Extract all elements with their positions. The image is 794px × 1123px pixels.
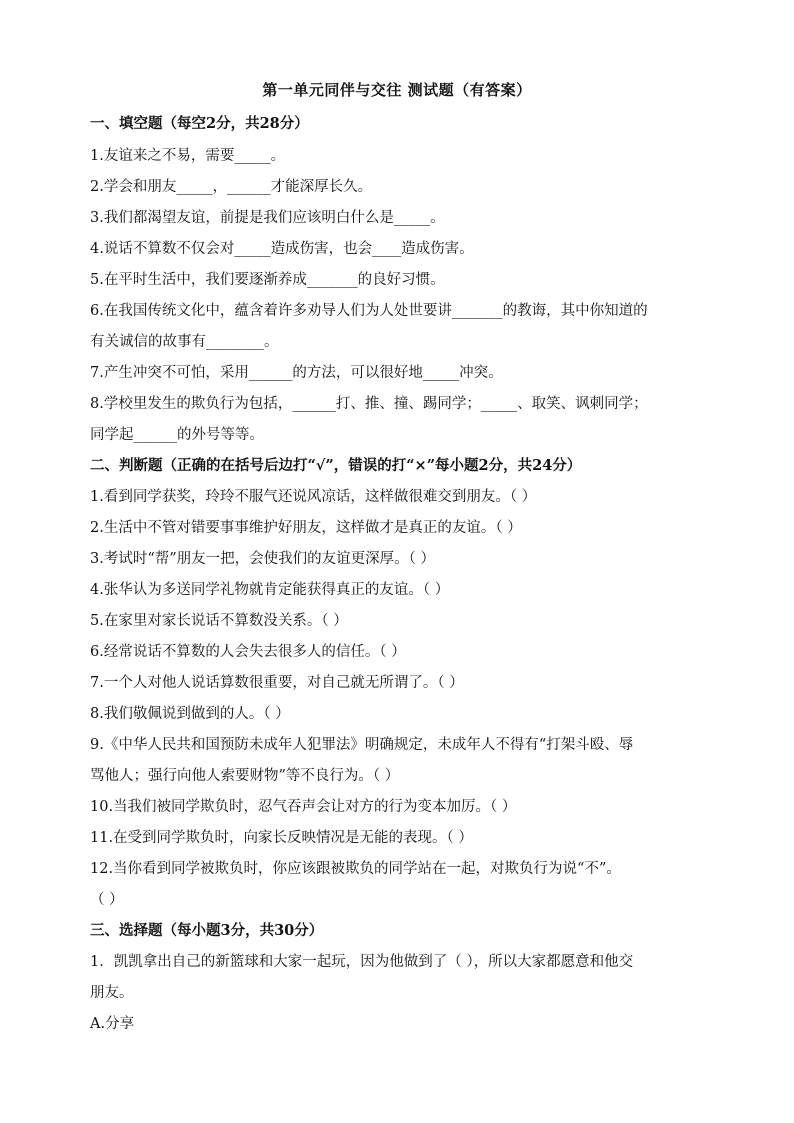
question-line: 9.《中华人民共和国预防未成年人犯罪法》明确规定，未成年人不得有“打架斗殴、辱 bbox=[90, 737, 634, 753]
section-heading-fill-blank: 一、填空题（每空2分，共28分） bbox=[90, 115, 309, 132]
question-line: 1．凯凯拿出自己的新篮球和大家一起玩，因为他做到了（ ），所以大家都愿意和他交 bbox=[90, 954, 634, 970]
question-line: 10.当我们被同学欺负时，忍气吞声会让对方的行为变本加厉。（ ） bbox=[90, 799, 517, 815]
question-line: 7.一个人对他人说话算数很重要，对自己就无所谓了。（ ） bbox=[90, 675, 464, 691]
section-heading-true-false: 二、判断题（正确的在括号后边打“√”，错误的打“×”每小题2分，共24分） bbox=[90, 457, 582, 474]
question-line: 4.说话不算数不仅会对_____造成伤害，也会____造成伤害。 bbox=[90, 241, 474, 257]
question-line: 3.考试时“帮”朋友一把，会使我们的友谊更深厚。（ ） bbox=[90, 551, 436, 567]
question-line: 1.看到同学获奖，玲玲不服气还说风凉话，这样做很难交到朋友。（ ） bbox=[90, 489, 537, 505]
question-line: 6.经常说话不算数的人会失去很多人的信任。（ ） bbox=[90, 644, 406, 660]
question-line: 5.在平时生活中，我们要逐渐养成_______的良好习惯。 bbox=[90, 272, 445, 288]
question-line: 6.在我国传统文化中，蕴含着许多劝导人们为人处世要讲_______的教诲，其中你知道的 bbox=[90, 303, 648, 319]
question-line: （ ） bbox=[90, 892, 124, 908]
question-line: 朋友。 bbox=[90, 985, 134, 1001]
question-line: 骂他人；强行向他人索要财物”等不良行为。（ ） bbox=[90, 768, 400, 784]
section-heading-multiple-choice: 三、选择题（每小题3分，共30分） bbox=[90, 922, 324, 939]
question-line: 3.我们都渴望友谊，前提是我们应该明白什么是_____。 bbox=[90, 210, 445, 226]
document-title: 第一单元同伴与交往 测试题（有答案） bbox=[262, 81, 532, 99]
question-line: 8.学校里发生的欺负行为包括，______打、推、撞、踢同学；_____、取笑、讽刺同学； bbox=[90, 396, 648, 412]
question-line: 1.友谊来之不易，需要_____。 bbox=[90, 148, 286, 164]
question-line: 2.学会和朋友_____，______才能深厚长久。 bbox=[90, 179, 373, 195]
question-line: 12.当你看到同学被欺负时，你应该跟被欺负的同学站在一起，对欺负行为说“不”。 bbox=[90, 861, 621, 877]
question-line: 5.在家里对家长说话不算数没关系。（ ） bbox=[90, 613, 348, 629]
question-line: 同学起______的外号等等。 bbox=[90, 427, 264, 443]
answer-option: A.分享 bbox=[90, 1016, 135, 1032]
question-line: 有关诚信的故事有________。 bbox=[90, 334, 279, 350]
question-line: 4.张华认为多送同学礼物就肯定能获得真正的友谊。（ ） bbox=[90, 582, 450, 598]
question-line: 7.产生冲突不可怕，采用______的方法，可以很好地_____冲突。 bbox=[90, 365, 503, 381]
question-line: 2.生活中不管对错要事事维护好朋友，这样做才是真正的友谊。（ ） bbox=[90, 520, 522, 536]
question-line: 11.在受到同学欺负时，向家长反映情况是无能的表现。（ ） bbox=[90, 830, 473, 846]
question-line: 8.我们敬佩说到做到的人。（ ） bbox=[90, 706, 290, 722]
